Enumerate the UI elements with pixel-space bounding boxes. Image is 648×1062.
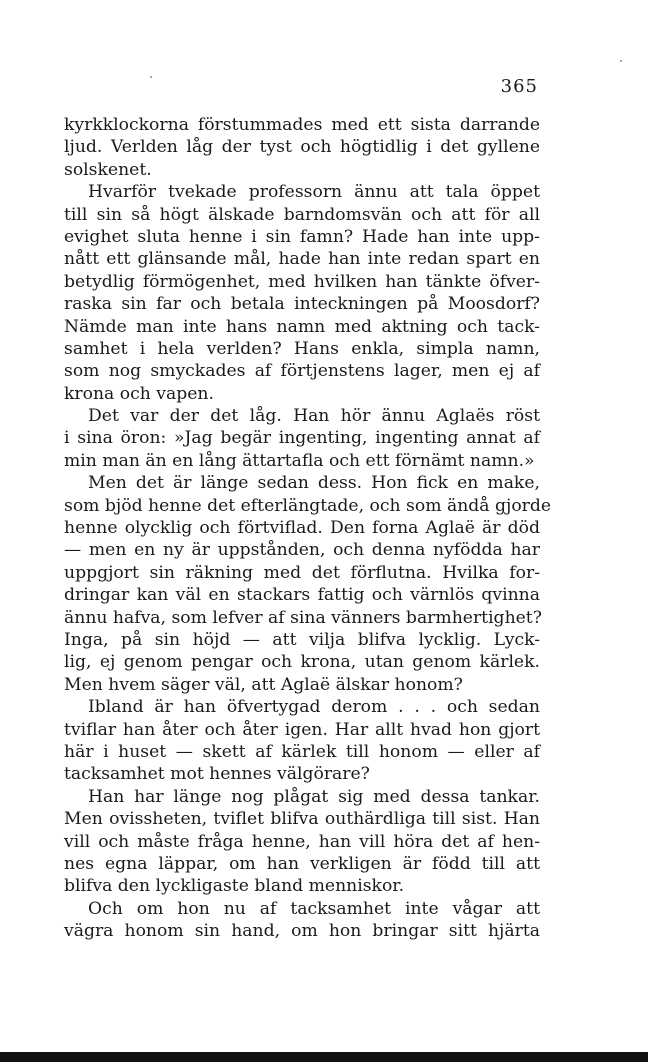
text-line: min man än en lång ättartafla och ett förnämt namn.» [64,450,535,471]
text-line: som bjöd henne det efterlängtade, och som ändå gjorde [64,495,552,516]
text-line: här i huset — skett af kärlek till honom — eller af [64,741,540,762]
text-line: blifva den lyckligaste bland menniskor. [64,876,405,897]
paragraph [64,405,540,472]
text-line: nått ett glänsande mål, hade han inte redan spart en [64,249,540,270]
page-bottom-edge [0,1052,648,1062]
text-line: i sina öron: »Jag begär ingenting, ingenting annat af [64,428,540,449]
text-line: vill och måste fråga henne, han vill höra det af hen- [64,831,540,852]
text-line: raska sin far och betala inteckningen på Moosdorf? [64,294,540,315]
text-line: Men ovissheten, tviflet blifva outhärdliga till sist. Han [64,809,540,830]
text-line: som nog smyckades af förtjenstens lager, men ej af [64,361,540,382]
print-speck [620,60,622,62]
text-line: vägra honom sin hand, om hon bringar sitt hjärta [64,921,540,942]
text-line: Men det är länge sedan dess. Hon fick en make, [88,473,540,494]
text-line: dringar kan väl en stackars fattig och värnlös qvinna [64,585,540,606]
text-line: kyrkklockorna förstummades med ett sista darrande [64,115,540,135]
text-line: betydlig förmögenhet, med hvilken han tänkte öfver- [64,271,540,292]
text-line: Hvarför tvekade professorn ännu att tala öppet [88,182,540,203]
text-line: henne olycklig och förtviflad. Den forna Aglaë är död [64,518,540,539]
text-line: Nämde man inte hans namn med aktning och tack- [64,316,540,337]
text-line: ännu hafva, som lefver af sina vänners barmhertighet? [64,607,542,628]
text-line: tviflar han åter och åter igen. Har allt hvad hon gjort [64,719,540,740]
paragraph [64,472,552,696]
text-line: Ibland är han öfvertygad derom . . . och sedan [88,697,540,718]
text-line: Men hvem säger väl, att Aglaë älskar honom? [64,674,463,695]
print-speck [150,76,152,78]
text-line: evighet sluta henne i sin famn? Hade han inte upp- [64,226,540,247]
text-line: nes egna läppar, om han verkligen är född till att [64,853,540,874]
page-number: 365 [500,76,538,97]
text-line: ljud. Verlden låg der tyst och högtidlig i det gyllene [64,137,540,158]
text-line: Det var der det låg. Han hör ännu Aglaës röst [88,406,540,427]
text-line: Inga, på sin höjd — att vilja blifva lycklig. Lyck- [64,629,540,650]
paragraph [64,181,540,405]
text-line: — men en ny är uppstånden, och denna nyfödda har [64,540,540,561]
text-line: tacksamhet mot hennes välgörare? [64,764,370,785]
text-line: krona och vapen. [64,383,214,404]
text-line: lig, ej genom pengar och krona, utan genom kärlek. [64,652,540,673]
text-line: Han har länge nog plågat sig med dessa tankar. [88,786,540,807]
text-line: till sin så högt älskade barndomsvän och att för all [64,204,540,225]
paragraph [64,114,540,181]
body-text [64,114,552,942]
paragraph [64,696,540,786]
text-line: uppgjort sin räkning med det förflutna. Hvilka for- [64,562,540,583]
text-line: Och om hon nu af tacksamhet inte vågar att [88,898,540,919]
text-line: samhet i hela verlden? Hans enkla, simpla namn, [64,338,540,359]
paragraph [64,786,540,898]
text-line: solskenet. [64,159,152,180]
paragraph [64,898,540,943]
